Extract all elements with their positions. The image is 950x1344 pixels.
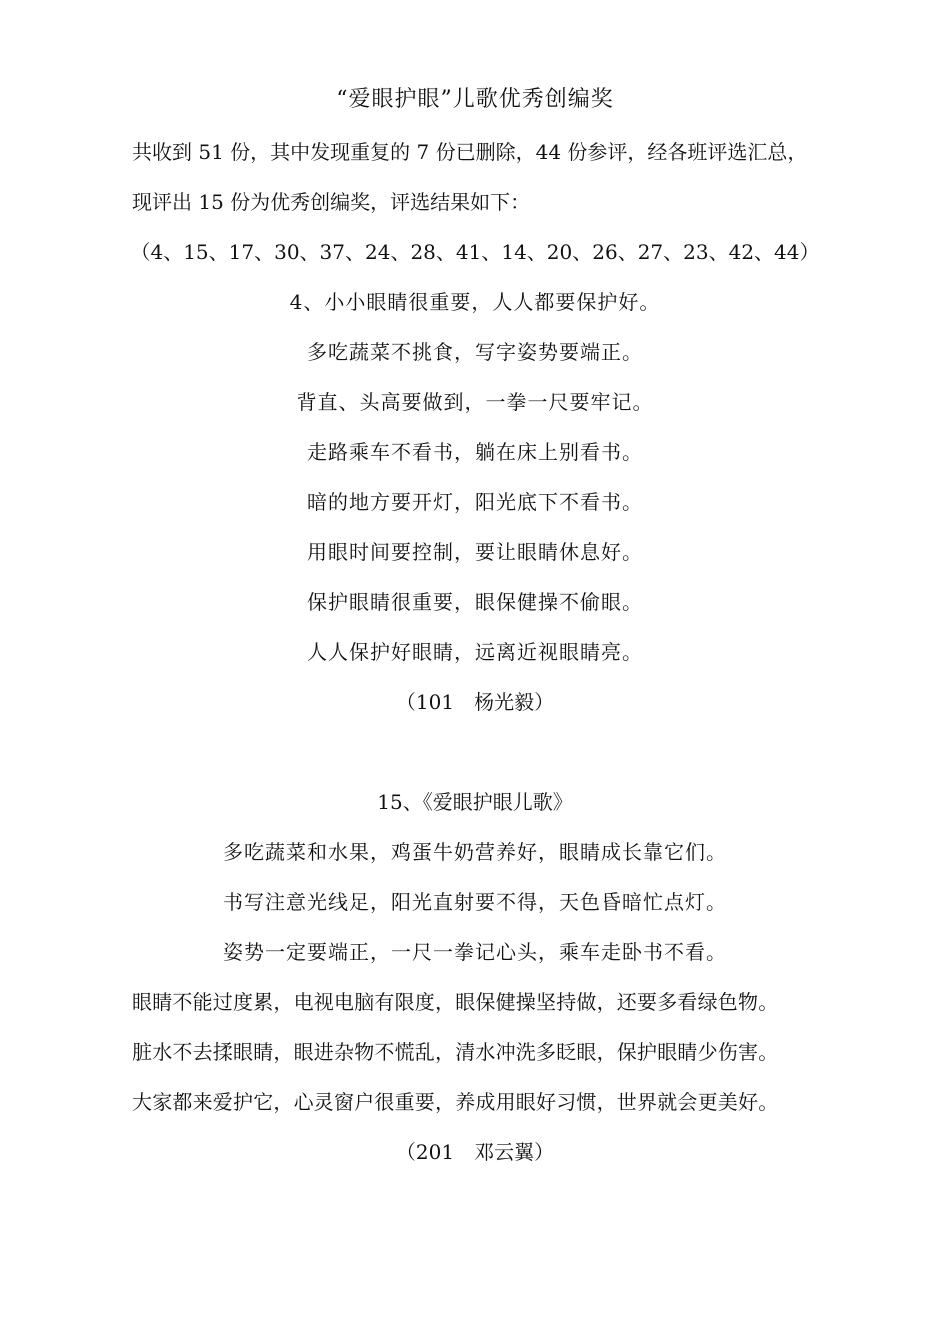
page-title: “爱眼护眼”儿歌优秀创编奖 bbox=[336, 87, 614, 112]
poem-line: 走路乘车不看书，躺在床上别看书。 bbox=[307, 440, 643, 464]
poem-line: 保护眼睛很重要，眼保健操不偷眼。 bbox=[307, 590, 643, 614]
winner-list: （4、15、17、30、37、24、28、41、14、20、26、27、23、42、44） bbox=[130, 240, 820, 264]
poem-line: 多吃蔬菜和水果，鸡蛋牛奶营养好，眼睛成长靠它们。 bbox=[223, 840, 727, 864]
poem-line: 用眼时间要控制，要让眼睛休息好。 bbox=[307, 540, 643, 564]
poem-line: 眼睛不能过度累，电视电脑有限度，眼保健操坚持做，还要多看绿色物。 bbox=[132, 990, 779, 1014]
poem-line: 书写注意光线足，阳光直射要不得，天色昏暗忙点灯。 bbox=[223, 890, 727, 914]
intro-line-2: 现评出 15 份为优秀创编奖，评选结果如下： bbox=[132, 190, 531, 214]
intro-line-1: 共收到 51 份，其中发现重复的 7 份已删除，44 份参评，经各班评选汇总， bbox=[132, 140, 808, 164]
poem-line: 脏水不去揉眼睛，眼进杂物不慌乱，清水冲洗多眨眼，保护眼睛少伤害。 bbox=[132, 1040, 779, 1064]
entry-heading: 4、小小眼睛很重要，人人都要保护好。 bbox=[289, 290, 661, 314]
poem-line: 暗的地方要开灯，阳光底下不看书。 bbox=[307, 490, 643, 514]
entry-heading: 15、《爱眼护眼儿歌》 bbox=[377, 790, 573, 814]
poem-line: 姿势一定要端正，一尺一拳记心头，乘车走卧书不看。 bbox=[223, 940, 727, 964]
poem-line: 多吃蔬菜不挑食，写字姿势要端正。 bbox=[307, 340, 643, 364]
poem-line: 人人保护好眼睛，远离近视眼睛亮。 bbox=[307, 640, 643, 664]
entry-author: （201 邓云翼） bbox=[395, 1140, 555, 1164]
entry-author: （101 杨光毅） bbox=[395, 690, 555, 714]
poem-line: 大家都来爱护它，心灵窗户很重要，养成用眼好习惯，世界就会更美好。 bbox=[132, 1090, 779, 1114]
poem-line: 背直、头高要做到，一拳一尺要牢记。 bbox=[296, 390, 654, 414]
